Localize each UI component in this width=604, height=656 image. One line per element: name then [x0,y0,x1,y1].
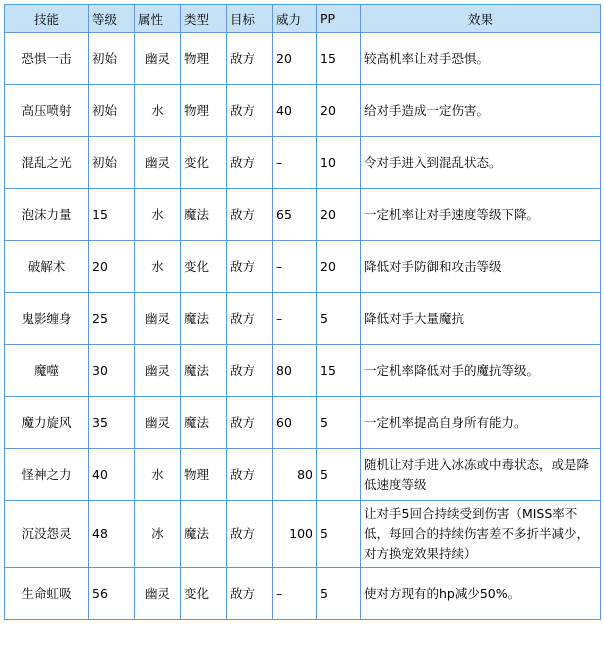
cell-power: 20 [273,33,317,85]
cell-target-text: 敌方 [230,154,256,170]
cell-type [181,345,227,397]
cell-skill-name: 魔噬 [5,345,89,397]
cell-effect: 随机让对手进入冰冻或中毒状态，或是降低速度等级 [361,449,601,501]
cell-level: 35 [89,397,135,449]
cell-effect: 较高机率让对手恐惧。 [361,33,601,85]
cell-effect: 给对手造成一定伤害。 [361,85,601,137]
cell-target-text: 敌方 [230,526,256,541]
cell-skill-name: 破解术 [5,241,89,293]
cell-target-text: 敌方 [230,414,256,430]
cell-power: 40 [273,85,317,137]
cell-target-text: 敌方 [230,310,256,326]
cell-type-text: 魔法 [184,414,210,430]
cell-skill-name: 混乱之光 [5,137,89,189]
cell-type-text: 魔法 [184,310,210,326]
cell-attribute: 冰 [135,501,181,568]
cell-pp: 5 [317,397,361,449]
cell-attribute: 水 [135,449,181,501]
cell-power: – [273,293,317,345]
cell-target-text: 敌方 [230,585,256,601]
cell-target [227,345,273,397]
header-power: 威力 [273,5,317,33]
header-attribute: 属性 [135,5,181,33]
table-row [5,501,601,568]
header-skill: 技能 [5,5,89,33]
cell-pp: 20 [317,241,361,293]
cell-skill-name: 泡沫力量 [5,189,89,241]
cell-attribute-text: 幽灵 [144,585,170,601]
cell-level: 20 [89,241,135,293]
cell-effect: 一定机率提高自身所有能力。 [361,397,601,449]
header-level: 等级 [89,5,135,33]
cell-type [181,449,227,501]
cell-target [227,85,273,137]
cell-skill-name: 生命虹吸 [5,568,89,620]
table-row [5,345,601,397]
cell-type-text: 变化 [184,258,210,274]
cell-type-text: 物理 [184,466,210,482]
cell-attribute: 水 [135,189,181,241]
cell-pp: 5 [317,501,361,568]
cell-level: 初始 [89,33,135,85]
cell-target [227,33,273,85]
cell-power: 80 [273,449,317,501]
cell-effect: 令对手进入到混乱状态。 [361,137,601,189]
cell-attribute: 水 [135,85,181,137]
cell-effect: 让对手5回合持续受到伤害（MISS率不低，每回合的持续伤害差不多折半减少，对方换宠效果持续） [361,501,601,568]
cell-attribute [135,397,181,449]
cell-skill-name: 魔力旋风 [5,397,89,449]
cell-target [227,568,273,620]
cell-attribute-text: 幽灵 [144,310,170,326]
cell-target [227,397,273,449]
table-row [5,137,601,189]
cell-target-text: 敌方 [230,362,256,378]
cell-pp: 15 [317,345,361,397]
cell-attribute-text: 幽灵 [144,50,170,66]
header-target: 目标 [227,5,273,33]
cell-level: 30 [89,345,135,397]
cell-level: 15 [89,189,135,241]
cell-level: 40 [89,449,135,501]
table-row [5,189,601,241]
cell-type-text: 变化 [184,154,210,170]
cell-pp: 5 [317,568,361,620]
cell-attribute [135,33,181,85]
cell-type [181,189,227,241]
table-row [5,241,601,293]
cell-pp: 5 [317,449,361,501]
cell-target [227,189,273,241]
cell-pp: 20 [317,85,361,137]
cell-target [227,449,273,501]
cell-target [227,293,273,345]
table-row [5,293,601,345]
cell-level: 48 [89,501,135,568]
cell-target [227,137,273,189]
cell-level: 初始 [89,85,135,137]
cell-pp: 10 [317,137,361,189]
cell-type-text: 物理 [184,102,210,118]
cell-type [181,501,227,568]
cell-attribute-text: 幽灵 [144,414,170,430]
cell-type [181,397,227,449]
cell-target [227,501,273,568]
cell-skill-name: 鬼影缠身 [5,293,89,345]
cell-skill-name: 怪神之力 [5,449,89,501]
cell-pp: 15 [317,33,361,85]
cell-type [181,33,227,85]
cell-skill-name: 恐惧一击 [5,33,89,85]
cell-target-text: 敌方 [230,50,256,66]
table-row [5,397,601,449]
cell-target-text: 敌方 [230,258,256,274]
cell-target-text: 敌方 [230,102,256,118]
header-type: 类型 [181,5,227,33]
cell-power: – [273,568,317,620]
cell-type [181,568,227,620]
cell-effect: 一定机率让对手速度等级下降。 [361,189,601,241]
cell-attribute-text: 幽灵 [144,362,170,378]
cell-effect: 一定机率降低对手的魔抗等级。 [361,345,601,397]
header-effect: 效果 [361,5,601,33]
cell-level: 56 [89,568,135,620]
cell-type-text: 魔法 [184,206,210,222]
table-row [5,33,601,85]
table-row [5,449,601,501]
table-header-row [5,5,601,33]
cell-skill-name: 沉没怨灵 [5,501,89,568]
cell-type [181,85,227,137]
cell-type-text: 变化 [184,585,210,601]
cell-effect: 使对方现有的hp减少50%。 [361,568,601,620]
cell-type [181,293,227,345]
cell-pp: 20 [317,189,361,241]
cell-power: – [273,137,317,189]
header-pp: PP [317,5,361,33]
cell-attribute [135,137,181,189]
cell-attribute [135,345,181,397]
cell-level: 初始 [89,137,135,189]
cell-target-text: 敌方 [230,206,256,222]
cell-level: 25 [89,293,135,345]
cell-power: – [273,241,317,293]
cell-attribute [135,293,181,345]
cell-attribute-text: 幽灵 [144,154,170,170]
cell-power: 65 [273,189,317,241]
cell-attribute [135,568,181,620]
cell-effect: 降低对手防御和攻击等级 [361,241,601,293]
cell-skill-name: 高压喷射 [5,85,89,137]
skill-table [4,4,601,620]
table-row [5,85,601,137]
cell-power: 60 [273,397,317,449]
cell-target [227,241,273,293]
cell-target-text: 敌方 [230,466,256,482]
cell-attribute: 水 [135,241,181,293]
cell-type [181,241,227,293]
cell-type [181,137,227,189]
cell-pp: 5 [317,293,361,345]
cell-power: 80 [273,345,317,397]
cell-type-text: 物理 [184,50,210,66]
cell-power: 100 [273,501,317,568]
table-row [5,568,601,620]
cell-type-text: 魔法 [184,526,210,541]
cell-type-text: 魔法 [184,362,210,378]
cell-effect: 降低对手大量魔抗 [361,293,601,345]
